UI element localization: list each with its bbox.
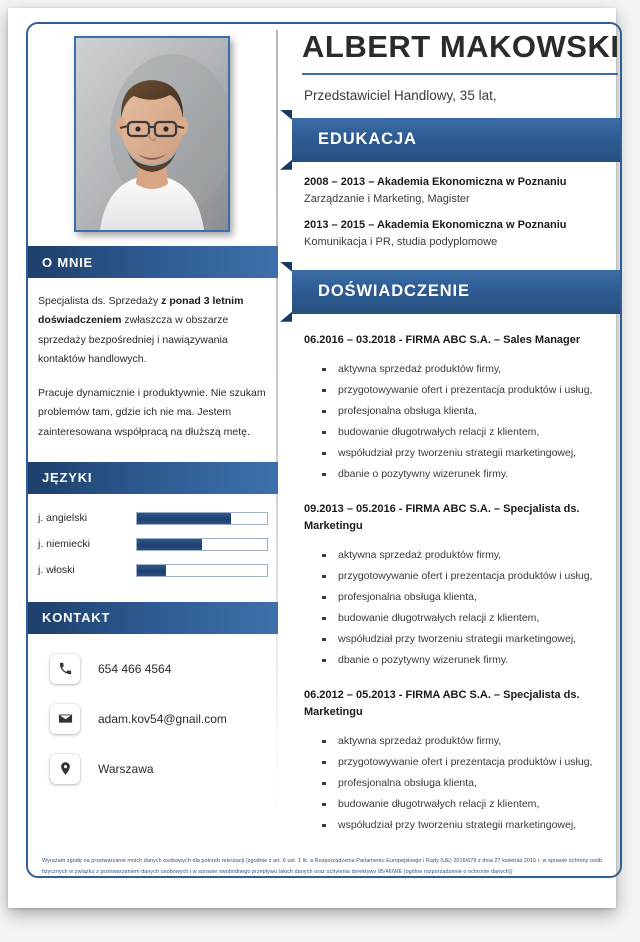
experience-bullet: profesjonalna obsługa klienta, [338, 587, 612, 608]
map-pin-icon [50, 754, 80, 784]
experience-item-title: 06.2016 – 03.2018 - FIRMA ABC S.A. – Sales Manager [304, 333, 581, 346]
contact-body [28, 636, 278, 814]
education-heading-label: EDUKACJA [318, 130, 417, 149]
profile-photo-frame [74, 36, 230, 232]
contact-row-email[interactable] [38, 704, 268, 734]
experience-bullet: przygotowywanie ofert i prezentacja produktów i usług, [338, 380, 612, 401]
education-body [280, 162, 620, 256]
language-label: j. angielski [38, 512, 88, 525]
education-ribbon-header [292, 118, 620, 162]
language-level-fill [137, 539, 202, 550]
ribbon-bar [292, 270, 620, 314]
contact-section-header [28, 602, 278, 634]
contact-row-location[interactable] [38, 754, 268, 784]
cv-paper [8, 8, 620, 908]
gdpr-consent-note: Wyrażam zgodę na przetwarzanie moich danych osobowych dla potrzeb rekrutacji (zgodnie z art. 6 ust. 1 lit. a Rozporządzenia Parlamentu Europejskiego i Rady (UE) 2016/679 z dnia 27 kwietnia 2016 r. w sprawie ochrony osób fizycznych w związku z przetwarzaniem danych osobowych i w sprawie swobodnego przepływu takich danych oraz uchylenia dyrektywy 95/46/WE (ogólne rozporządzenie o ochronie danych)) [42, 858, 603, 875]
about-p1-post: zwłaszcza w obszarze sprzedaży bezpośredniej i nawiązywania kontaktów handlowych. [38, 314, 229, 366]
about-p1-bold: z ponad 3 letnim doświadczeniem [38, 295, 244, 327]
experience-bullet: współudział przy tworzeniu strategii marketingowej, [338, 443, 612, 464]
about-paragraph-1 [38, 292, 266, 370]
language-level-track [136, 512, 268, 525]
contact-row-phone[interactable] [38, 654, 268, 684]
experience-bullet: przygotowywanie ofert i prezentacja produktów i usług, [338, 566, 612, 587]
education-item-title: 2008 – 2013 – Akademia Ekonomiczna w Poznaniu [304, 175, 567, 188]
experience-bullet: dbanie o pozytywny wizerunek firmy. [338, 464, 612, 485]
experience-heading-label: DOŚWIADCZENIE [318, 282, 470, 301]
experience-bullet: budowanie długotrwałych relacji z klientem, [338, 422, 612, 443]
photo-area [28, 24, 278, 246]
languages-body [28, 496, 278, 602]
experience-item-title: 06.2012 – 05.2013 - FIRMA ABC S.A. – Specjalista ds. Marketingu [304, 688, 580, 718]
education-item-title: 2013 – 2015 – Akademia Ekonomiczna w Poznaniu [304, 218, 567, 231]
experience-bullet-list [304, 545, 612, 671]
section-experience [280, 270, 620, 860]
about-p1-pre: Specjalista ds. Sprzedaży [38, 295, 162, 307]
language-level-track [136, 538, 268, 551]
experience-bullet: dbanie o pozytywny wizerunek firmy. [338, 650, 612, 671]
language-level-fill [137, 565, 166, 576]
language-row [38, 538, 268, 551]
about-heading-label: O MNIE [42, 254, 94, 270]
contact-value-email: adam.kov54@gnail.com [98, 711, 227, 726]
section-about [28, 246, 278, 462]
experience-body [280, 314, 620, 860]
phone-icon [50, 654, 80, 684]
about-section-header [28, 246, 278, 278]
language-label: j. włoski [38, 564, 75, 577]
experience-bullet-list [304, 359, 612, 485]
contact-value-phone: 654 466 4564 [98, 661, 172, 676]
envelope-icon [50, 704, 80, 734]
experience-bullet-list [304, 731, 612, 836]
language-row [38, 512, 268, 525]
education-item [304, 219, 612, 248]
section-contact [28, 602, 278, 814]
education-item-subtitle: Zarządzanie i Marketing, Magister [304, 192, 470, 205]
language-label: j. niemiecki [38, 538, 90, 551]
experience-item-title: 09.2013 – 05.2016 - FIRMA ABC S.A. – Specjalista ds. Marketingu [304, 502, 580, 532]
experience-bullet: profesjonalna obsługa klienta, [338, 773, 612, 794]
about-body [28, 280, 278, 462]
experience-bullet: współudział przy tworzeniu strategii marketingowej, [338, 629, 612, 650]
experience-ribbon-header [292, 270, 620, 314]
section-languages [28, 462, 278, 602]
section-education [280, 118, 620, 256]
experience-bullet: budowanie długotrwałych relacji z klientem, [338, 794, 612, 815]
profile-photo [76, 38, 228, 230]
experience-item [304, 332, 612, 485]
ribbon-bar [292, 118, 620, 162]
sidebar-column [28, 24, 278, 834]
language-level-fill [137, 513, 231, 524]
language-row [38, 564, 268, 577]
main-column [280, 24, 620, 834]
contact-heading-label: KONTAKT [42, 610, 111, 626]
ribbon-fold-top [280, 262, 292, 272]
experience-bullet: budowanie długotrwałych relacji z klientem, [338, 608, 612, 629]
experience-bullet: aktywna sprzedaż produktów firmy, [338, 731, 612, 752]
languages-heading-label: JĘZYKI [42, 470, 93, 486]
job-subtitle: Przedstawiciel Handlowy, 35 lat, [304, 87, 497, 103]
experience-bullet: aktywna sprzedaż produktów firmy, [338, 359, 612, 380]
experience-bullet: profesjonalna obsługa klienta, [338, 401, 612, 422]
education-item-subtitle: Komunikacja i PR, studia podyplomowe [304, 235, 498, 248]
about-paragraph-2: Pracuje dynamicznie i produktywnie. Nie szukam problemów tam, gdzie ich nie ma. Jestem zainteresowana współpracą na dłuższą metę. [38, 386, 266, 438]
education-item [304, 176, 612, 205]
languages-section-header [28, 462, 278, 494]
experience-bullet: współudział przy tworzeniu strategii marketingowej, [338, 815, 612, 836]
experience-bullet: przygotowywanie ofert i prezentacja produktów i usług, [338, 752, 612, 773]
experience-bullet: aktywna sprzedaż produktów firmy, [338, 545, 612, 566]
name-block [280, 24, 620, 116]
page-title: ALBERT MAKOWSKI [302, 29, 620, 64]
experience-item [304, 687, 612, 836]
contact-value-location: Warszawa [98, 761, 154, 776]
experience-item [304, 501, 612, 671]
language-level-track [136, 564, 268, 577]
